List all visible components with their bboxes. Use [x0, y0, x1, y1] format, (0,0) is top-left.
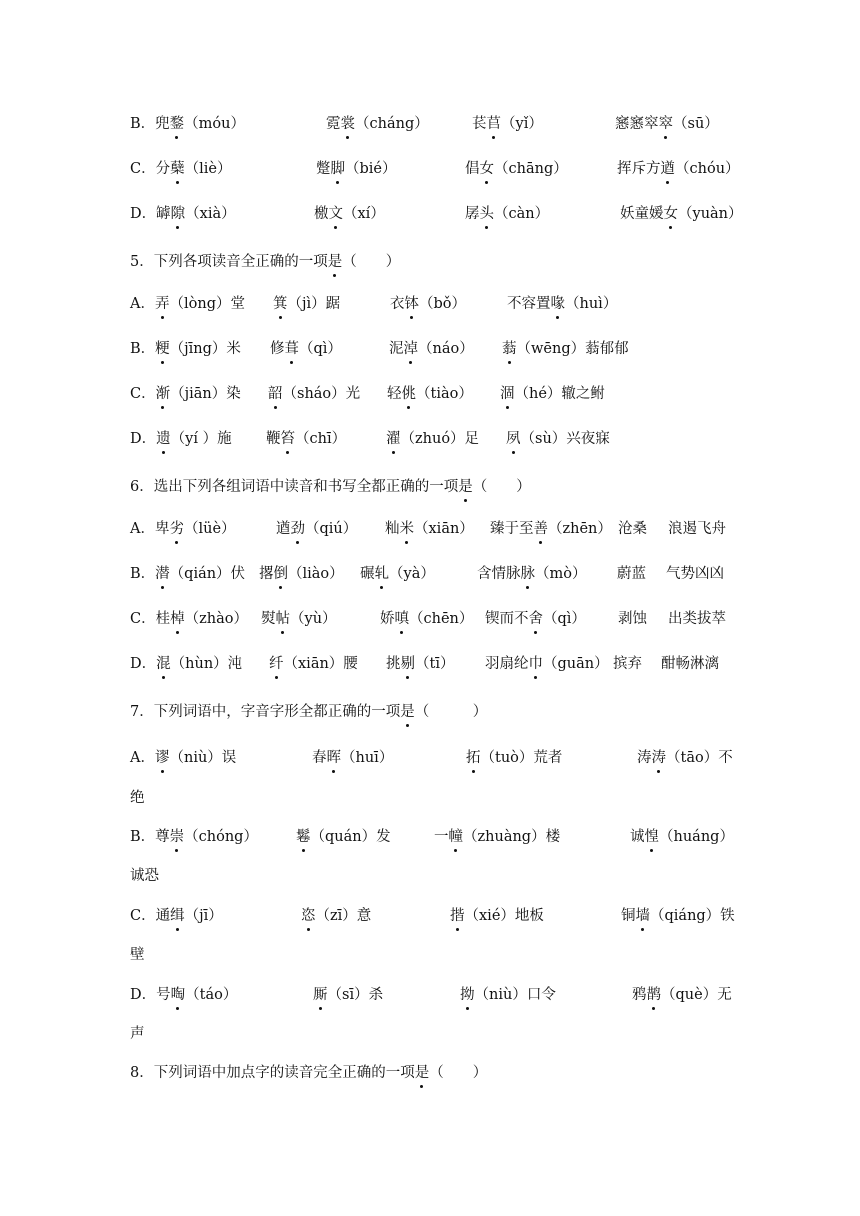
emphasized-character: 揩 [450, 904, 465, 928]
q7-b-item-3: 一幢（zhuàng）楼 [434, 825, 560, 849]
q5-d-item-4: 夙（sù）兴夜寐 [506, 427, 610, 451]
emphasized-character: 渐 [156, 382, 171, 406]
emphasized-character: 淖 [404, 337, 419, 361]
emphasized-character: 剔 [401, 652, 416, 676]
q4-b-item-1: B．兜鍪（móu） [130, 112, 245, 136]
q4-c-item-1: C．分蘖（liè） [130, 157, 231, 181]
q6-b-item-3: 碾轧（yà） [360, 562, 435, 586]
emphasized-character: 轧 [375, 562, 390, 586]
q7-b-item-1: B．尊崇（chóng） [130, 825, 258, 849]
q5-b-item-2: 修葺（qì） [270, 337, 342, 361]
emphasized-character: 窣 [659, 112, 674, 136]
emphasized-character: 帖 [276, 607, 291, 631]
emphasized-character: 厮 [313, 983, 328, 1007]
emphasized-character: 幢 [449, 825, 464, 849]
emphasized-character: 韶 [268, 382, 283, 406]
q7-c-item-2: 恣（zī）意 [301, 904, 371, 928]
q7-stem-text: 7．下列词语中，字音字形全都正确的一项是（ ） [130, 700, 487, 724]
emphasized-character: 啕 [171, 983, 186, 1007]
emphasized-character: 是 [400, 700, 415, 724]
emphasized-character: 崇 [170, 825, 185, 849]
q4-d-item-4: 妖童媛女（yuàn） [620, 202, 743, 226]
emphasized-character: 晖 [327, 746, 342, 770]
emphasized-character: 弄 [155, 292, 170, 316]
emphasized-character: 女 [480, 157, 495, 181]
emphasized-character: 遒 [661, 157, 676, 181]
q6-d-item-6: 酣畅淋漓 [661, 656, 719, 672]
q4-c-item-4: 挥斥方遒（chóu） [617, 157, 740, 181]
q4-d-item-3: 孱头（càn） [465, 202, 549, 226]
emphasized-character: 惶 [645, 825, 660, 849]
q7-a-item-4: 涛涛（tāo）不 [637, 746, 733, 770]
emphasized-character: 头 [480, 202, 495, 226]
q4-d-item-2: 檄文（xí） [314, 202, 385, 226]
emphasized-character: 裳 [341, 112, 356, 136]
q6-c-item-2: 熨帖（yù） [261, 607, 337, 631]
emphasized-character: 涛 [652, 746, 667, 770]
emphasized-character: 潜 [155, 562, 170, 586]
emphasized-character: 女 [664, 202, 679, 226]
emphasized-character: 箕 [273, 292, 288, 316]
q7-c-item-3: 揩（xié）地板 [450, 904, 544, 928]
q6-a-item-1: A．卑劣（lüè） [130, 517, 236, 541]
q7-d-item-1: D．号啕（táo） [130, 983, 237, 1007]
q6-c-item-3: 娇嗔（chēn） [380, 607, 473, 631]
q5-c-item-2: 韶（sháo）光 [268, 382, 360, 406]
q6-a-item-3: 籼米（xiān） [385, 517, 474, 541]
q6-a-item-6: 浪遏飞舟 [668, 521, 726, 537]
emphasized-character: 蘖 [170, 157, 185, 181]
q7-b-item-2: 鬈（quán）发 [296, 825, 391, 849]
q6-d-item-4: 羽扇纶巾（guān） [485, 652, 609, 676]
q6-b-item-4: 含情脉脉（mò） [477, 562, 586, 586]
emphasized-character: 拓 [466, 746, 481, 770]
q6-a-item-2: 遒劲（qiú） [276, 517, 357, 541]
emphasized-character: 鬈 [296, 825, 311, 849]
q6-d-item-1: D．混（hùn）沌 [130, 652, 242, 676]
q4-d-item-1: D．罅隙（xià） [130, 202, 236, 226]
q7-c-wrap-text: 壁 [130, 947, 145, 963]
emphasized-character: 笞 [281, 427, 296, 451]
q6-b-item-5: 蔚蓝 [617, 566, 646, 582]
emphasized-character: 鹊 [647, 983, 662, 1007]
emphasized-character: 鍪 [170, 112, 185, 136]
q5-a-item-3: 衣钵（bǒ） [390, 292, 466, 316]
q7-a-item-2: 春晖（huī） [312, 746, 393, 770]
q5-a-item-1: A．弄（lòng）堂 [130, 292, 245, 316]
emphasized-character: 遗 [156, 427, 171, 451]
q6-b-item-2: 撂倒（liào） [259, 562, 344, 586]
emphasized-character: 文 [329, 202, 344, 226]
emphasized-character: 佻 [402, 382, 417, 406]
emphasized-character: 夙 [506, 427, 521, 451]
emphasized-character: 劲 [291, 517, 306, 541]
q6-c-item-4: 锲而不舍（qì） [485, 607, 586, 631]
emphasized-character: 谬 [155, 746, 170, 770]
q7-b-wrap-text: 诚恐 [130, 868, 159, 884]
q6-d-item-5: 摈弃 [613, 656, 642, 672]
q6-d-item-3: 挑剔（tī） [386, 652, 454, 676]
q5-d-item-2: 鞭笞（chī） [266, 427, 346, 451]
q5-b-item-1: B．粳（jīng）米 [130, 337, 241, 361]
q5-a-item-2: 箕（jì）踞 [273, 292, 340, 316]
q6-a-item-5: 沧桑 [618, 521, 647, 537]
q7-d-wrap-text: 声 [130, 1026, 145, 1042]
q6-c-item-5: 剥蚀 [618, 611, 647, 627]
q7-d-item-2: 厮（sī）杀 [313, 983, 383, 1007]
q5-c-item-4: 涸（hé）辙之鲋 [500, 382, 605, 406]
emphasized-character: 混 [156, 652, 171, 676]
emphasized-character: 是 [328, 250, 343, 274]
q4-b-item-2: 霓裳（cháng） [326, 112, 429, 136]
q5-stem-text: 5．下列各项读音全正确的一项是（ ） [130, 250, 400, 274]
emphasized-character: 米 [400, 517, 415, 541]
emphasized-character: 恣 [301, 904, 316, 928]
q6-c-item-1: C．桂棹（zhào） [130, 607, 248, 631]
emphasized-character: 蓊 [502, 337, 517, 361]
emphasized-character: 涸 [500, 382, 515, 406]
q6-a-item-4: 臻于至善（zhēn） [490, 517, 612, 541]
q8-stem-text: 8．下列词语中加点字的读音完全正确的一项是（ ） [130, 1061, 487, 1085]
q5-d-item-1: D．遗（yí ）施 [130, 427, 232, 451]
q6-b-item-6: 气势凶凶 [666, 566, 724, 582]
q7-c-item-1: C．通缉（jī） [130, 904, 223, 928]
emphasized-character: 是 [458, 475, 473, 499]
q6-stem-text: 6．选出下列各组词语中读音和书写全都正确的一项是（ ） [130, 475, 531, 499]
emphasized-character: 棹 [170, 607, 185, 631]
q4-b-item-4: 窸窸窣窣（sū） [615, 112, 719, 136]
emphasized-character: 墙 [636, 904, 651, 928]
q5-a-item-4: 不容置喙（huì） [507, 292, 617, 316]
q5-c-item-1: C．渐（jiān）染 [130, 382, 241, 406]
emphasized-character: 苢 [487, 112, 502, 136]
emphasized-character: 舍 [529, 607, 544, 631]
emphasized-character: 濯 [386, 427, 401, 451]
emphasized-character: 粳 [155, 337, 170, 361]
q7-a-item-1: A．谬（niù）误 [130, 746, 236, 770]
q5-b-item-3: 泥淖（náo） [389, 337, 474, 361]
q6-b-item-1: B．潜（qián）伏 [130, 562, 245, 586]
emphasized-character: 善 [534, 517, 549, 541]
emphasized-character: 缉 [170, 904, 185, 928]
emphasized-character: 是 [415, 1061, 430, 1085]
emphasized-character: 劣 [169, 517, 184, 541]
emphasized-character: 喙 [551, 292, 566, 316]
emphasized-character: 脉 [521, 562, 536, 586]
q7-c-item-4: 铜墙（qiáng）铁 [621, 904, 735, 928]
q4-c-item-2: 蹩脚（bié） [316, 157, 397, 181]
q4-c-item-3: 倡女（chāng） [465, 157, 568, 181]
q4-b-item-3: 苌苢（yǐ） [472, 112, 543, 136]
emphasized-character: 脚 [331, 157, 346, 181]
emphasized-character: 钵 [405, 292, 420, 316]
emphasized-character: 拗 [460, 983, 475, 1007]
q5-d-item-3: 濯（zhuó）足 [386, 427, 479, 451]
emphasized-character: 纤 [269, 652, 284, 676]
q5-b-item-4: 蓊（wēng）蓊郁郁 [502, 337, 629, 361]
emphasized-character: 巾 [529, 652, 544, 676]
emphasized-character: 葺 [285, 337, 300, 361]
q7-a-wrap-text: 绝 [130, 790, 145, 806]
q6-d-item-2: 纤（xiān）腰 [269, 652, 358, 676]
q7-a-item-3: 拓（tuò）荒者 [466, 746, 562, 770]
q7-d-item-3: 拗（niù）口令 [460, 983, 556, 1007]
emphasized-character: 嗔 [395, 607, 410, 631]
emphasized-character: 隙 [171, 202, 186, 226]
q7-b-item-4: 诚惶（huáng） [630, 825, 734, 849]
emphasized-character: 倒 [274, 562, 289, 586]
q7-d-item-4: 鸦鹊（què）无 [632, 983, 732, 1007]
q5-c-item-3: 轻佻（tiào） [387, 382, 473, 406]
q6-c-item-6: 出类拔萃 [668, 611, 726, 627]
